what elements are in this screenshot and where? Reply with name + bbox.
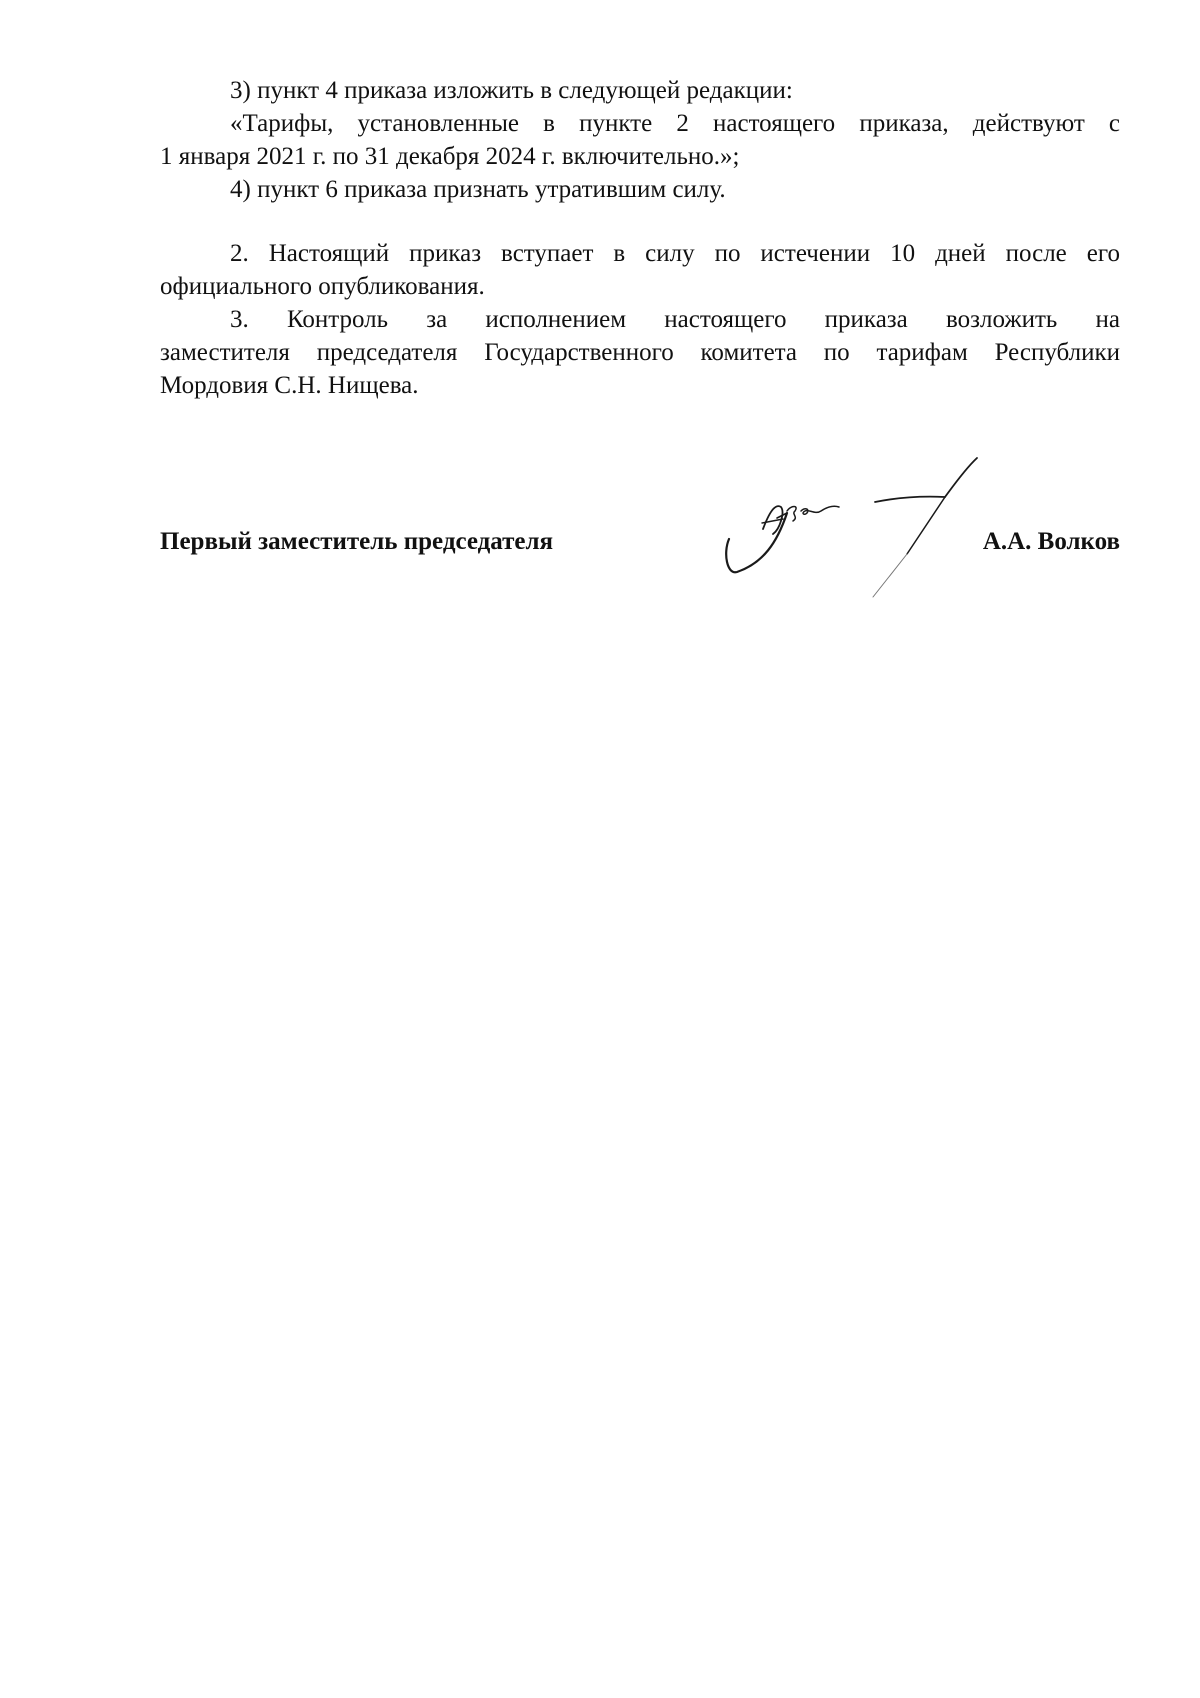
amendment-item-4: 4) пункт 6 приказа признать утратившим силу. xyxy=(230,176,726,203)
clause-3-line-1: 3. Контроль за исполнением настоящего приказа возложить на xyxy=(230,306,1120,333)
signer-title: Первый заместитель председателя xyxy=(160,528,554,555)
amendment-item-3-quote-line-1: «Тарифы, установленные в пункте 2 настоящего приказа, действуют с xyxy=(230,110,1120,137)
amendment-item-3-heading: 3) пункт 4 приказа изложить в следующей редакции: xyxy=(230,77,793,104)
clause-2-line-1: 2. Настоящий приказ вступает в силу по истечении 10 дней после его xyxy=(230,240,1120,267)
clause-2-line-2: официального опубликования. xyxy=(160,273,485,300)
signer-name: А.А. Волков xyxy=(982,528,1120,555)
clause-3-line-2: заместителя председателя Государственного комитета по тарифам Республики xyxy=(160,339,1120,366)
amendment-item-3-quote-line-2: 1 января 2021 г. по 31 декабря 2024 г. включительно.»; xyxy=(160,143,740,170)
clause-3-line-3: Мордовия С.Н. Нищева. xyxy=(160,372,419,399)
